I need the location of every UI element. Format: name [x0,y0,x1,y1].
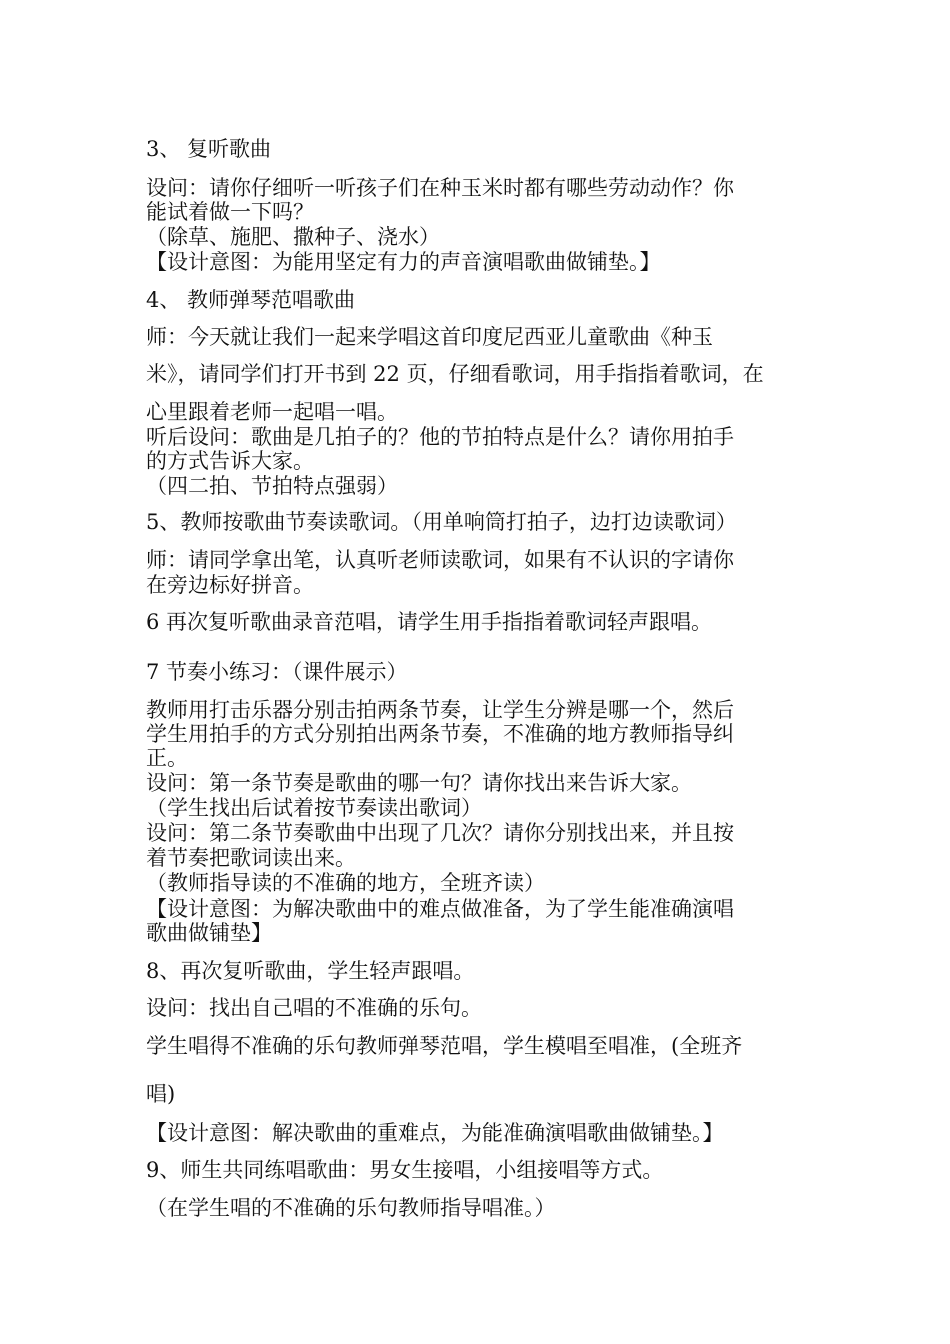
text-line: 设问：第二条节奏歌曲中出现了几次？请你分别找出来，并且按 [146,821,734,845]
heading-step-7: 7 节奏小练习：（课件展示） [146,660,408,684]
text-line: 在旁边标好拼音。 [146,573,314,597]
design-intent-note: 歌曲做铺垫】 [146,921,272,945]
text-line: 心里跟着老师一起唱一唱。 [146,400,398,424]
text-line: 米》，请同学们打开书到 22 页，仔细看歌词，用手指指着歌词，在 [146,362,764,386]
text-line: （教师指导读的不准确的地方，全班齐读） [146,871,545,895]
design-intent-note: 【设计意图：为能用坚定有力的声音演唱歌曲做铺垫。】 [146,250,661,274]
heading-step-5: 5、教师按歌曲节奏读歌词。（用单响筒打拍子，边打边读歌词） [146,510,737,534]
text-line: 学生唱得不准确的乐句教师弹琴范唱，学生模唱至唱准，(全班齐 [146,1034,743,1058]
text-line: 设问：第一条节奏是歌曲的哪一句？请你找出来告诉大家。 [146,771,692,795]
text-line: 设问：请你仔细听一听孩子们在种玉米时都有哪些劳动动作？你 [146,176,734,200]
design-intent-note: 【设计意图：解决歌曲的重难点，为能准确演唱歌曲做铺垫。】 [146,1121,724,1145]
text-line: 能试着做一下吗？ [146,200,314,224]
text-line: （除草、施肥、撒种子、浇水） [146,225,440,249]
text-line: 的方式告诉大家。 [146,449,314,473]
text-line: 听后设问：歌曲是几拍子的？他的节拍特点是什么？请你用拍手 [146,425,734,449]
text-line: 唱) [146,1082,176,1106]
heading-step-9: 9、师生共同练唱歌曲：男女生接唱，小组接唱等方式。 [146,1158,664,1182]
text-line: 教师用打击乐器分别击拍两条节奏，让学生分辨是哪一个，然后 [146,698,734,722]
heading-step-4: 4、 教师弹琴范唱歌曲 [146,288,356,312]
text-line: 正。 [146,746,188,770]
heading-step-6: 6 再次复听歌曲录音范唱，请学生用手指指着歌词轻声跟唱。 [146,610,713,634]
text-line: 学生用拍手的方式分别拍出两条节奏，不准确的地方教师指导纠 [146,722,734,746]
text-line: （四二拍、节拍特点强弱） [146,474,398,498]
text-line: 师：今天就让我们一起来学唱这首印度尼西亚儿童歌曲《种玉 [146,325,713,349]
text-line: （在学生唱的不准确的乐句教师指导唱准。） [146,1196,556,1220]
text-line: 着节奏把歌词读出来。 [146,846,356,870]
text-line: （学生找出后试着按节奏读出歌词） [146,796,482,820]
design-intent-note: 【设计意图：为解决歌曲中的难点做准备，为了学生能准确演唱 [146,897,734,921]
heading-step-3: 3、 复听歌曲 [146,137,272,161]
text-line: 设问：找出自己唱的不准确的乐句。 [146,996,482,1020]
text-line: 师：请同学拿出笔，认真听老师读歌词，如果有不认识的字请你 [146,548,734,572]
heading-step-8: 8、再次复听歌曲，学生轻声跟唱。 [146,959,475,983]
